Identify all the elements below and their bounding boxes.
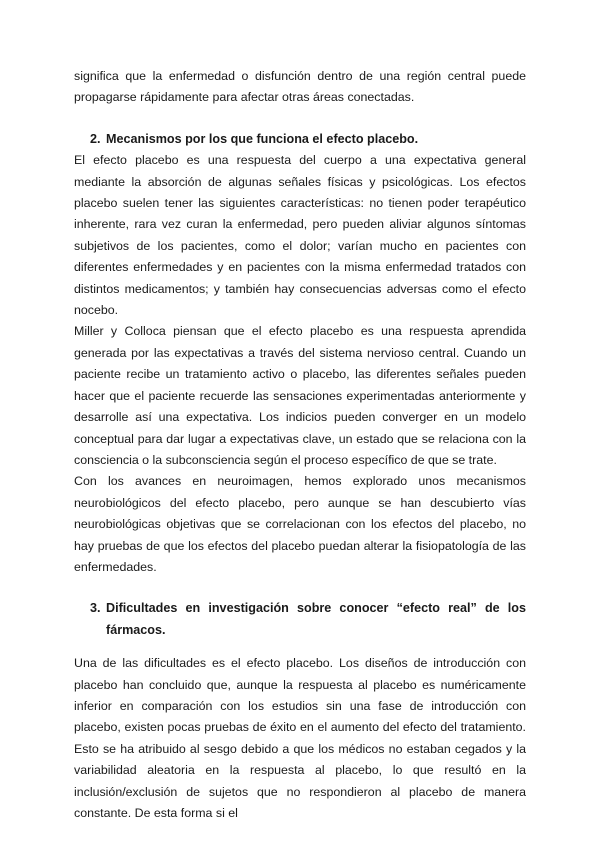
- paragraph-intro-continuation: significa que la enfermedad o disfunción dentro de una región central puede propagarse rápidamente para afectar otras áreas conectadas.: [74, 69, 526, 105]
- spacer: [74, 109, 526, 129]
- document-page: [74, 66, 526, 824]
- paragraph-sec2-1: El efecto placebo es una respuesta del cuerpo a una expectativa general mediante la absorción de algunas señales físicas y psicológicas. Los efectos placebo suelen tener las siguientes características: no tienen poder terapéutico inherente, rara vez curan la enfermedad, pero pueden aliviar algunos síntomas subjetivos de los pacientes, como el dolor; varían mucho en pacientes con diferentes enfermedades y en pacientes con la misma enfermedad tratados con distintos medicamentos; y también hay consecuencias adversas como el efecto nocebo.: [74, 153, 526, 318]
- spacer: [74, 641, 526, 653]
- section-title: Dificultades en investigación sobre conocer “efecto real” de los fármacos.: [106, 601, 526, 637]
- section-title: Mecanismos por los que funciona el efecto placebo.: [106, 131, 419, 146]
- paragraph-sec2-2: Miller y Colloca piensan que el efecto placebo es una respuesta aprendida generada por las expectativas a través del sistema nervioso central. Cuando un paciente recibe un tratamiento activo o placebo, las diferentes señales pueden hacer que el paciente recuerde las sensaciones experimentadas anteriormente y desarrolle así una expectativa. Los indicios pueden converger en un modelo conceptual para dar lugar a expectativas clave, un estado que se relaciona con la consciencia o la subconsciencia según el proceso específico de que se trate.: [74, 324, 526, 467]
- section-number: 3.: [90, 601, 101, 616]
- paragraph-sec3-1: Una de las dificultades es el efecto placebo. Los diseños de introducción con placebo han concluido que, aunque la respuesta al placebo es numéricamente inferior en comparación con los estudios sin una fase de introducción con placebo, existen pocas pruebas de éxito en el aumento del efecto del tratamiento. Esto se ha atribuido al sesgo debido a que los médicos no estaban cegados y la variabilidad aleatoria en la respuesta al placebo, lo que resultó en la inclusión/exclusión de sujetos que no respondieron al placebo de manera constante. De esta forma si el: [74, 656, 526, 820]
- section-number: 2.: [90, 131, 101, 146]
- paragraph-sec2-3: Con los avances en neuroimagen, hemos explorado unos mecanismos neurobiológicos del efecto placebo, pero aunque se han descubierto vías neurobiológicas objetivas que se correlacionan con los efectos del placebo, no hay pruebas de que los efectos del placebo puedan alterar la fisiopatología de las enfermedades.: [74, 474, 526, 574]
- spacer: [74, 578, 526, 598]
- section-heading-2: [74, 129, 526, 150]
- section-heading-3: [74, 598, 526, 641]
